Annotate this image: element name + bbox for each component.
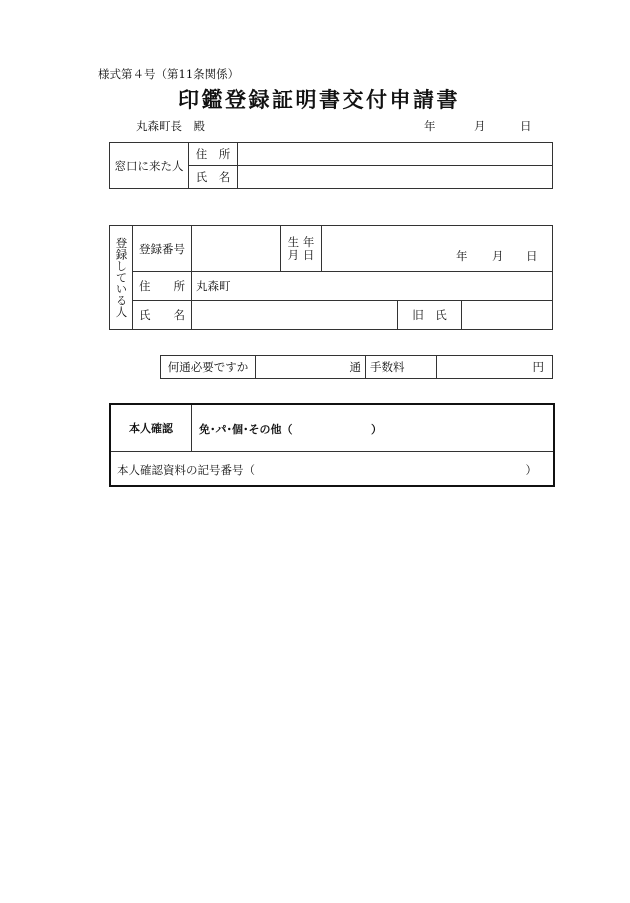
copies-unit: 通: [349, 360, 361, 374]
birth-label: 生 年 月 日: [281, 226, 322, 272]
birth-date-field[interactable]: [322, 226, 553, 272]
registered-person-table: [109, 225, 553, 330]
fee-label: 手数料: [366, 356, 437, 379]
identity-record-close: ）: [525, 463, 537, 477]
birth-year-label: 年: [456, 249, 468, 263]
date-day-label: 日: [520, 119, 532, 133]
identity-docs-close: ）: [371, 423, 382, 436]
window-name-label: 氏 名: [189, 166, 238, 189]
identity-record-label: 本人確認資料の記号番号（: [117, 463, 255, 477]
copies-field[interactable]: [256, 356, 366, 379]
birth-month-label: 月: [492, 249, 504, 263]
form-label: 様式第４号（第11条関係）: [98, 67, 240, 81]
identity-docs-text: 免･パ･個･その他（: [199, 423, 293, 436]
window-person-table: [109, 142, 553, 189]
reg-address-field[interactable]: 丸森町: [192, 272, 553, 301]
identity-box: [109, 403, 555, 487]
identity-record-field[interactable]: [111, 452, 553, 485]
identity-docs-field[interactable]: [191, 405, 553, 452]
reg-name-field[interactable]: [192, 301, 398, 330]
birth-day-label: 日: [526, 249, 538, 263]
date-month-label: 月: [474, 119, 486, 133]
former-name-field[interactable]: [462, 301, 553, 330]
reg-name-label: 氏 名: [133, 301, 192, 330]
window-address-field[interactable]: [238, 143, 553, 166]
identity-label: 本人確認: [111, 405, 192, 452]
former-name-label: 旧 氏: [398, 301, 462, 330]
date-year-label: 年: [424, 119, 436, 133]
reg-no-field[interactable]: [192, 226, 281, 272]
window-person-label: 窓口に来た人: [110, 143, 189, 189]
copies-label: 何通必要ですか: [161, 356, 256, 379]
fee-unit: 円: [532, 360, 544, 374]
registered-person-side-label: 登録している人: [110, 226, 133, 330]
fee-field[interactable]: [437, 356, 553, 379]
reg-address-label: 住 所: [133, 272, 192, 301]
reg-no-label: 登録番号: [133, 226, 192, 272]
copies-fee-table: [160, 355, 553, 379]
addressee: 丸森町長 殿: [136, 119, 205, 133]
window-address-label: 住 所: [189, 143, 238, 166]
window-name-field[interactable]: [238, 166, 553, 189]
page-title: 印鑑登録証明書交付申請書: [178, 88, 460, 112]
